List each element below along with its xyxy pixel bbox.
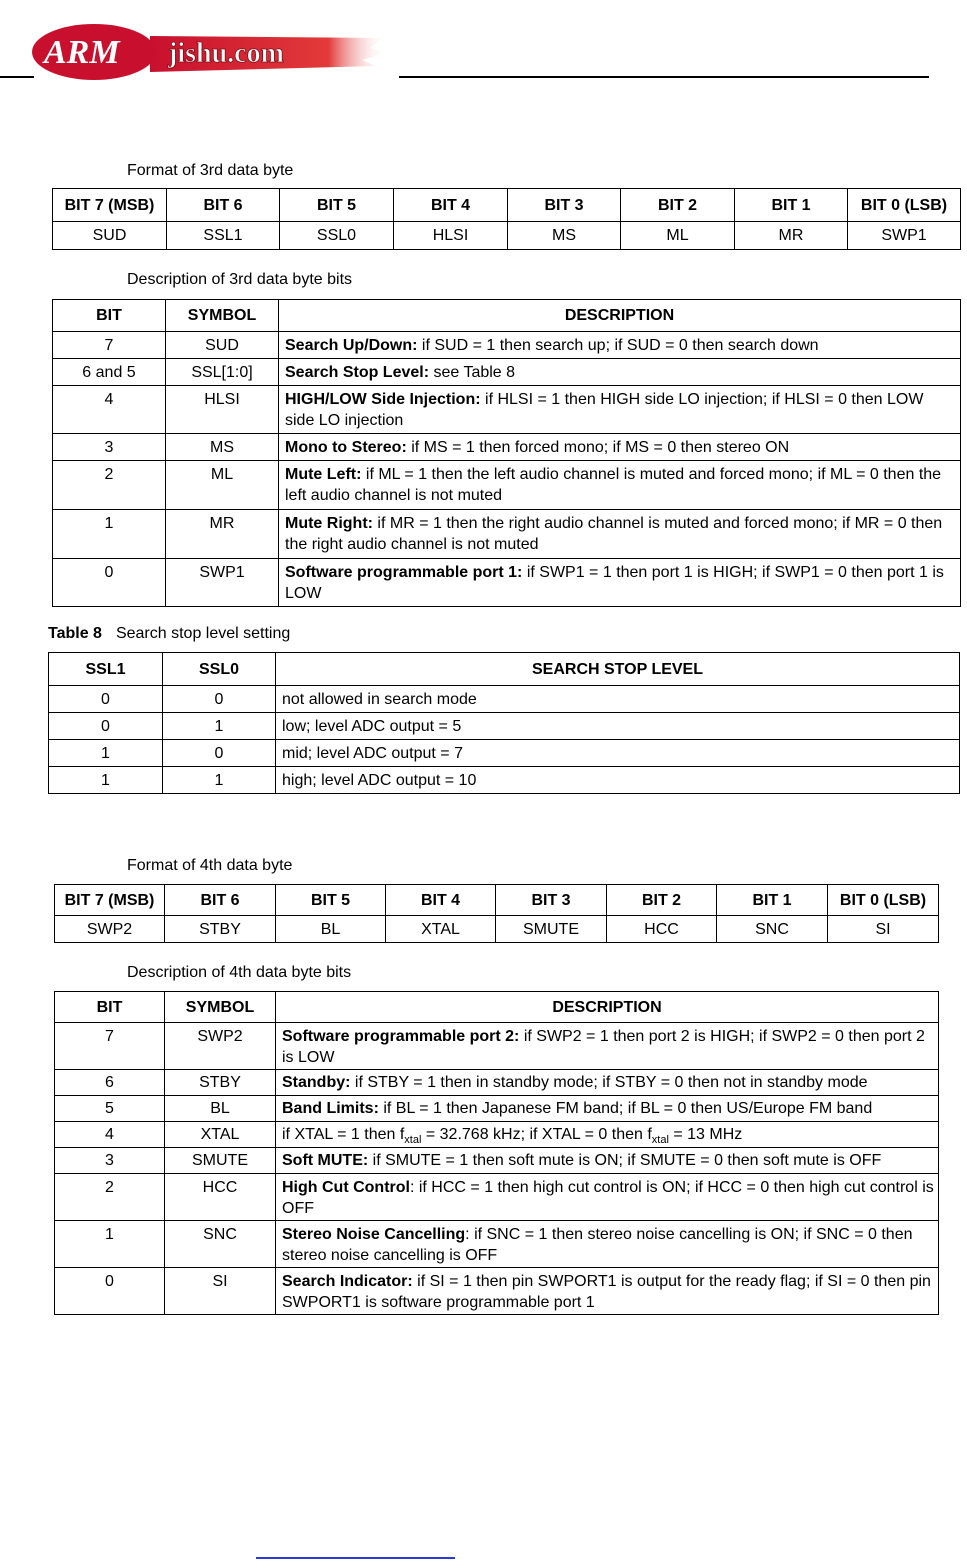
logo-arm-text: ARM — [44, 34, 120, 71]
bit-cell: 1 — [55, 1221, 165, 1268]
description-term: HIGH/LOW Side Injection: — [285, 391, 481, 408]
byte4-desc-caption: Description of 4th data byte bits — [127, 964, 352, 981]
symbol-cell: SUD — [166, 332, 279, 359]
logo-graphic — [30, 22, 390, 84]
byte4-format-table — [54, 884, 939, 943]
byte4-bit3-value: SMUTE — [496, 916, 607, 943]
description-cell — [279, 386, 961, 434]
table8-header-row — [49, 653, 960, 686]
byte3-bit0-header: BIT 0 (LSB) — [848, 189, 961, 222]
bit-cell: 2 — [55, 1174, 165, 1221]
description-cell — [276, 1174, 939, 1221]
table-row — [55, 1023, 939, 1070]
symbol-cell: SWP2 — [165, 1023, 276, 1070]
ssl0-cell: 1 — [163, 767, 276, 794]
symbol-cell: SI — [165, 1268, 276, 1315]
bit-cell: 0 — [55, 1268, 165, 1315]
xtal-subscript-1: xtal — [404, 1134, 422, 1147]
ssl0-cell: 0 — [163, 686, 276, 713]
byte3-bit6-header: BIT 6 — [167, 189, 280, 222]
description-term: Search Indicator: — [282, 1273, 413, 1290]
table8-title: Search stop level setting — [115, 625, 291, 642]
description-cell — [276, 1221, 939, 1268]
byte3-desc-caption: Description of 3rd data byte bits — [127, 271, 353, 288]
description-text: see Table 8 — [429, 363, 516, 381]
byte4-bit2-value: HCC — [607, 916, 717, 943]
byte4-desc-table — [54, 991, 939, 1315]
byte4-desc-description-header: DESCRIPTION — [276, 992, 939, 1023]
xtal-text-1: if XTAL = 1 then f — [282, 1126, 405, 1143]
ssl1-cell: 1 — [49, 767, 163, 794]
symbol-cell: SNC — [165, 1221, 276, 1268]
description-text: if SI = 1 then pin SWPORT1 is output for the ready flag; if SI = 0 then pin SWPORT1 is software programmable port 1 — [282, 1273, 931, 1311]
description-text: if HLSI = 1 then HIGH side LO injection; if HLSI = 0 then LOW side LO injection — [285, 391, 924, 429]
byte4-bit1-header: BIT 1 — [717, 885, 828, 916]
byte3-bit7-header: BIT 7 (MSB) — [53, 189, 167, 222]
description-term: Search Stop Level: — [285, 363, 430, 381]
xtal-subscript-2: xtal — [651, 1134, 669, 1147]
table-row — [53, 559, 961, 607]
byte3-bit3-value: MS — [508, 222, 621, 250]
byte3-bit2-value: ML — [621, 222, 735, 250]
description-term: Mono to Stereo: — [285, 438, 407, 456]
description-cell — [276, 1268, 939, 1315]
description-text: if SWP1 = 1 then port 1 is HIGH; if SWP1 = 0 then port 1 is LOW — [285, 564, 944, 602]
byte4-bit0-value: SI — [828, 916, 939, 943]
symbol-cell: MR — [166, 510, 279, 559]
level-cell: high; level ADC output = 10 — [276, 767, 960, 794]
byte3-desc-symbol-header: SYMBOL — [166, 300, 279, 332]
description-text: if SMUTE = 1 then soft mute is ON; if SMUTE = 0 then soft mute is OFF — [368, 1152, 882, 1169]
table8-ssl0-header: SSL0 — [163, 653, 276, 686]
bit-cell: 7 — [55, 1023, 165, 1070]
description-text: if MR = 1 then the right audio channel is muted and forced mono; if MR = 0 then the right audio channel is not muted — [285, 515, 943, 553]
byte3-bit5-value: SSL0 — [280, 222, 394, 250]
symbol-cell: HLSI — [166, 386, 279, 434]
description-cell — [276, 1148, 939, 1174]
byte3-bit1-value: MR — [735, 222, 848, 250]
byte4-format-caption: Format of 4th data byte — [127, 857, 293, 874]
symbol-cell: SMUTE — [165, 1148, 276, 1174]
description-cell — [279, 559, 961, 607]
ssl1-cell: 0 — [49, 686, 163, 713]
byte4-bit2-header: BIT 2 — [607, 885, 717, 916]
level-cell: low; level ADC output = 5 — [276, 713, 960, 740]
symbol-cell: BL — [165, 1096, 276, 1122]
symbol-cell: SWP1 — [166, 559, 279, 607]
table8-search-stop-level — [48, 652, 960, 794]
description-term: Soft MUTE: — [282, 1152, 369, 1169]
ssl0-cell: 1 — [163, 713, 276, 740]
byte4-bit6-header: BIT 6 — [165, 885, 276, 916]
table-row — [49, 686, 960, 713]
header-rule-right — [399, 76, 929, 78]
logo-domain-text: jishu.com — [168, 38, 284, 69]
table-row — [55, 1221, 939, 1268]
ssl0-cell: 0 — [163, 740, 276, 767]
description-cell — [276, 1023, 939, 1070]
table-row — [49, 767, 960, 794]
description-term: Band Limits: — [282, 1100, 379, 1117]
bit-cell: 6 — [55, 1070, 165, 1096]
description-cell — [276, 1122, 939, 1148]
symbol-cell: MS — [166, 434, 279, 461]
byte3-bit2-header: BIT 2 — [621, 189, 735, 222]
byte4-desc-symbol-header: SYMBOL — [165, 992, 276, 1023]
byte3-bit5-header: BIT 5 — [280, 189, 394, 222]
byte4-format-header-row — [55, 885, 939, 916]
site-logo[interactable] — [30, 22, 390, 84]
description-cell — [279, 359, 961, 386]
bit-cell: 2 — [53, 461, 166, 510]
table-row — [55, 1096, 939, 1122]
bit-cell: 4 — [53, 386, 166, 434]
byte4-bit0-header: BIT 0 (LSB) — [828, 885, 939, 916]
byte3-bit3-header: BIT 3 — [508, 189, 621, 222]
table-row — [53, 386, 961, 434]
bit-cell: 3 — [53, 434, 166, 461]
xtal-text-2: = 32.768 kHz; if XTAL = 0 then f — [421, 1126, 652, 1143]
description-term: Standby: — [282, 1074, 351, 1091]
xtal-text-3: = 13 MHz — [668, 1126, 743, 1143]
table-row — [49, 713, 960, 740]
symbol-cell: SSL[1:0] — [166, 359, 279, 386]
footer-link-underline[interactable] — [256, 1557, 455, 1559]
bit-cell: 4 — [55, 1122, 165, 1148]
byte4-bit5-value: BL — [276, 916, 386, 943]
description-term: High Cut Control — [282, 1179, 410, 1196]
symbol-cell: XTAL — [165, 1122, 276, 1148]
bit-cell: 1 — [53, 510, 166, 559]
byte4-bit7-header: BIT 7 (MSB) — [55, 885, 165, 916]
description-cell — [276, 1096, 939, 1122]
table8-label: Table 8 — [48, 625, 102, 642]
symbol-cell: HCC — [165, 1174, 276, 1221]
byte3-format-caption: Format of 3rd data byte — [127, 162, 294, 179]
byte4-bit4-value: XTAL — [386, 916, 496, 943]
ssl1-cell: 1 — [49, 740, 163, 767]
byte3-desc-bit-header: BIT — [53, 300, 166, 332]
byte4-bit1-value: SNC — [717, 916, 828, 943]
header-rule-left — [0, 76, 34, 78]
description-cell — [276, 1070, 939, 1096]
description-text: if ML = 1 then the left audio channel is muted and forced mono; if ML = 0 then the left audio channel is not muted — [285, 466, 942, 504]
byte4-desc-header-row — [55, 992, 939, 1023]
byte4-bit4-header: BIT 4 — [386, 885, 496, 916]
bit-cell: 6 and 5 — [53, 359, 166, 386]
bit-cell: 3 — [55, 1148, 165, 1174]
byte3-desc-table — [52, 299, 961, 607]
table8-ssl1-header: SSL1 — [49, 653, 163, 686]
bit-cell: 0 — [53, 559, 166, 607]
byte3-desc-description-header: DESCRIPTION — [279, 300, 961, 332]
byte3-bit4-header: BIT 4 — [394, 189, 508, 222]
table-row — [53, 510, 961, 559]
byte3-format-header-row — [53, 189, 961, 222]
table8-caption — [48, 624, 290, 644]
table-row — [53, 434, 961, 461]
description-text: if STBY = 1 then in standby mode; if STBY = 0 then not in standby mode — [350, 1074, 868, 1091]
level-cell: mid; level ADC output = 7 — [276, 740, 960, 767]
description-term: Stereo Noise Cancelling — [282, 1226, 466, 1243]
byte3-bit1-header: BIT 1 — [735, 189, 848, 222]
byte3-bit6-value: SSL1 — [167, 222, 280, 250]
byte3-bit0-value: SWP1 — [848, 222, 961, 250]
description-text: : if HCC = 1 then high cut control is ON; if HCC = 0 then high cut control is OFF — [282, 1179, 934, 1217]
description-text: if BL = 1 then Japanese FM band; if BL = 0 then US/Europe FM band — [378, 1100, 873, 1117]
byte4-bit5-header: BIT 5 — [276, 885, 386, 916]
symbol-cell: ML — [166, 461, 279, 510]
description-term: Software programmable port 2: — [282, 1028, 520, 1045]
description-text: if SUD = 1 then search up; if SUD = 0 then search down — [417, 336, 819, 354]
byte4-desc-bit-header: BIT — [55, 992, 165, 1023]
description-term: Mute Right: — [285, 515, 373, 532]
table-row — [55, 1268, 939, 1315]
table-row — [53, 332, 961, 359]
byte3-format-table — [52, 188, 961, 250]
description-cell — [279, 434, 961, 461]
description-text: if MS = 1 then forced mono; if MS = 0 then stereo ON — [406, 438, 790, 456]
description-term: Search Up/Down: — [285, 336, 418, 354]
description-term: Software programmable port 1: — [285, 564, 523, 581]
ssl1-cell: 0 — [49, 713, 163, 740]
table-row — [53, 359, 961, 386]
table8-level-header: SEARCH STOP LEVEL — [276, 653, 960, 686]
description-text: if SWP2 = 1 then port 2 is HIGH; if SWP2 = 0 then port 2 is LOW — [282, 1028, 925, 1066]
description-cell — [279, 461, 961, 510]
description-text: : if SNC = 1 then stereo noise cancelling is ON; if SNC = 0 then stereo noise cancelling is OFF — [282, 1226, 913, 1264]
byte3-desc-header-row — [53, 300, 961, 332]
symbol-cell: STBY — [165, 1070, 276, 1096]
bit-cell: 7 — [53, 332, 166, 359]
table-row — [55, 1174, 939, 1221]
description-cell — [279, 510, 961, 559]
description-cell — [279, 332, 961, 359]
byte4-bit3-header: BIT 3 — [496, 885, 607, 916]
table-row — [55, 1148, 939, 1174]
byte4-bit6-value: STBY — [165, 916, 276, 943]
table-row — [49, 740, 960, 767]
byte4-format-value-row — [55, 916, 939, 943]
table-row — [55, 1122, 939, 1148]
table-row — [55, 1070, 939, 1096]
bit-cell: 5 — [55, 1096, 165, 1122]
byte3-bit4-value: HLSI — [394, 222, 508, 250]
table-row — [53, 461, 961, 510]
description-term: Mute Left: — [285, 466, 362, 483]
byte4-bit7-value: SWP2 — [55, 916, 165, 943]
byte3-bit7-value: SUD — [53, 222, 167, 250]
byte3-format-value-row — [53, 222, 961, 250]
level-cell: not allowed in search mode — [276, 686, 960, 713]
